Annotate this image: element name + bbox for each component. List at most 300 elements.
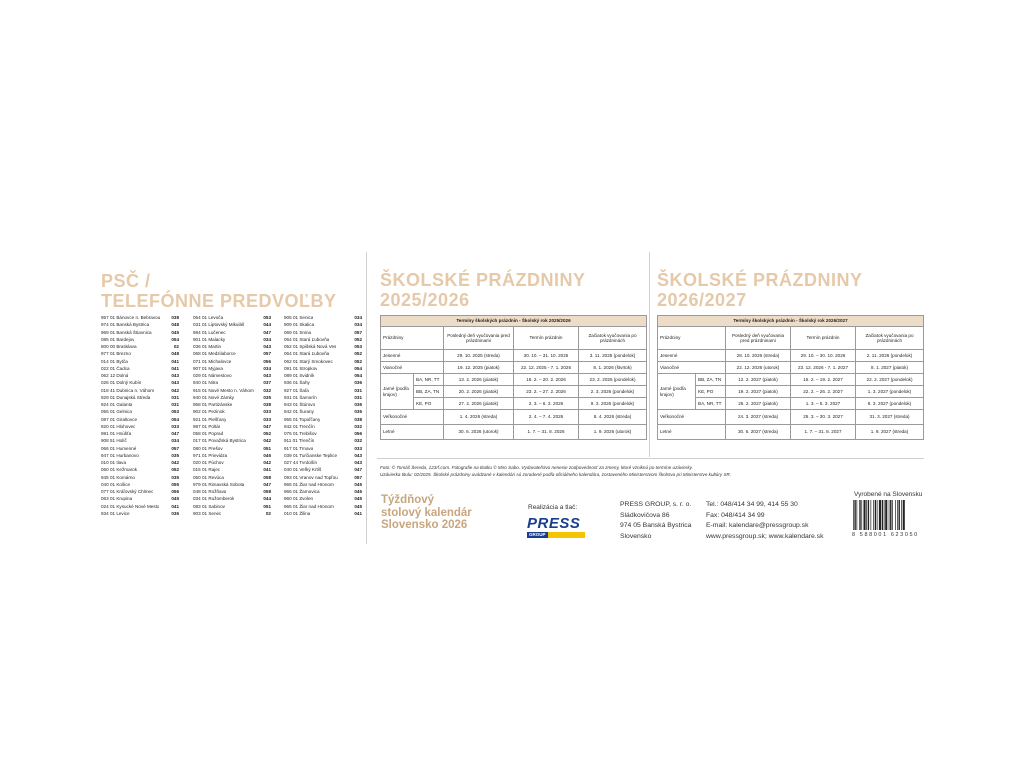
column-divider: [649, 252, 650, 457]
dial-code: 056: [354, 431, 362, 436]
psc-city: 960 01 Zvolen: [284, 496, 314, 502]
psc-row: [284, 314, 362, 321]
psc-city: 942 01 Šurany: [284, 409, 314, 415]
table-cell: 8. 4. 2026 (streda): [579, 410, 647, 425]
psc-city: 058 01 Poprad: [193, 431, 224, 436]
table-cell: 23. 2. – 27. 2. 2026: [514, 386, 579, 398]
table-cell: 1. 9. 2027 (streda): [856, 425, 924, 440]
psc-row: [101, 336, 179, 343]
psc-row: [284, 437, 362, 444]
press-group-logo: [527, 516, 585, 538]
psc-city: 010 01 Ilava: [101, 460, 127, 465]
row-label: Letné: [381, 425, 444, 440]
psc-row: [193, 445, 271, 452]
psc-row: [193, 336, 271, 343]
dial-code: 045: [354, 503, 362, 509]
header-cell: Začiatok vyučovania po prázdninách: [579, 327, 647, 350]
psc-row: [284, 365, 362, 372]
dial-code: 032: [354, 438, 362, 444]
psc-row: [284, 387, 362, 394]
barcode-bar: [873, 500, 874, 530]
psc-city: 917 01 Trnava: [284, 445, 314, 451]
psc-row: [284, 474, 362, 481]
psc-title-line2: TELEFÓNNE PREDVOĽBY: [101, 291, 337, 311]
barcode-bar: [879, 500, 881, 530]
psc-city: 040 01 Veľký Krtíš: [284, 467, 322, 473]
dial-code: 047: [263, 481, 271, 487]
psc-row: [193, 372, 271, 379]
psc-row: [284, 372, 362, 379]
psc-column-1: [101, 314, 179, 517]
dial-code: 036: [354, 380, 362, 386]
psc-row: [101, 495, 179, 502]
dial-code: 042: [263, 460, 271, 465]
psc-row: [101, 408, 179, 415]
psc-row: [101, 488, 179, 495]
table-cell: 30. 10. – 31. 10. 2025: [514, 350, 579, 362]
psc-city: 031 01 Liptovský Mikuláš: [193, 322, 245, 328]
psc-city: 940 01 Nové Zámky: [193, 394, 235, 400]
psc-city: 063 01 Krupina: [101, 496, 133, 502]
psc-row: [101, 329, 179, 336]
dial-code: 043: [354, 460, 362, 465]
psc-row: [101, 314, 179, 321]
psc-city: 907 01 Myjava: [193, 365, 223, 371]
dial-code: 057: [171, 445, 179, 451]
psc-city: 083 01 Sabinov: [193, 503, 225, 509]
made-in-label: Vyrobené na Slovensku: [854, 491, 923, 498]
dial-code: 031: [171, 402, 179, 407]
dial-code: 048: [171, 322, 179, 328]
psc-city: 020 01 Púchov: [193, 460, 224, 465]
dial-code: 034: [354, 322, 362, 328]
psc-city: 062 12 Dolná: [101, 373, 129, 378]
dial-code: 035: [171, 474, 179, 480]
psc-row: [193, 495, 271, 502]
header-cell: Prázdniny: [658, 327, 726, 350]
table-cell: 22. 12. 2025 - 7. 1. 2026: [514, 362, 579, 374]
table-cell: 12. 2. 2027 (piatok): [726, 374, 791, 386]
psc-row: [284, 379, 362, 386]
region-cell: BB, ZA, TN: [414, 386, 444, 398]
school-holidays-2026-table: [657, 315, 924, 440]
psc-row: [193, 459, 271, 466]
dial-code: 052: [354, 336, 362, 342]
psc-row: [101, 510, 179, 517]
psc-city: 015 01 Rajec: [193, 467, 221, 473]
dial-code: 045: [171, 329, 179, 335]
printer-label: Realizácia a tlač:: [528, 504, 578, 511]
psc-row: [101, 423, 179, 430]
publisher-address: [620, 500, 691, 542]
school-holidays-2026-title-line2: 2026/2027: [657, 290, 747, 310]
psc-city: 902 01 Pezinok: [193, 409, 225, 415]
psc-city: 905 01 Senica: [284, 315, 314, 320]
dial-code: 044: [263, 496, 271, 502]
barcode-bar: [903, 500, 905, 530]
dial-code: 041: [171, 358, 179, 364]
row-label: Jesenné: [381, 350, 444, 362]
psc-row: [193, 387, 271, 394]
dial-code: 037: [263, 380, 271, 386]
barcode-bar: [889, 500, 890, 530]
psc-row: [101, 452, 179, 459]
table-cell: 1. 3. 2027 (pondelok): [856, 386, 924, 398]
psc-row: [193, 314, 271, 321]
psc-city: 958 01 Partizánske: [193, 402, 233, 407]
psc-row: [284, 401, 362, 408]
table-cell: 13. 2. 2026 (piatok): [444, 374, 514, 386]
psc-title: [101, 271, 337, 311]
dial-code: 058: [263, 489, 271, 494]
table-caption: Termíny školských prázdnin - Školský rok 2025/2026: [381, 316, 647, 327]
dial-code: 034: [263, 365, 271, 371]
psc-row: [193, 329, 271, 336]
dial-code: 056: [263, 358, 271, 364]
psc-city: 908 51 Holíč: [101, 438, 127, 444]
table-cell: 30. 6. 2027 (streda): [726, 425, 791, 440]
dial-code: 036: [171, 510, 179, 516]
contact-phone: Tel.: 048/414 34 99, 414 55 30: [706, 501, 798, 508]
psc-city: 974 01 Banská Bystrica: [101, 322, 150, 328]
header-cell: Začiatok vyučovania po prázdninách: [856, 327, 924, 350]
psc-city: 062 01 Starý Smokovec: [284, 358, 333, 364]
psc-row: [101, 437, 179, 444]
psc-row: [193, 401, 271, 408]
psc-city: 091 01 Stropkov: [284, 365, 318, 371]
barcode-bar: [890, 500, 891, 530]
barcode-bar: [853, 500, 854, 530]
psc-city: 050 01 Revúca: [193, 474, 224, 480]
psc-row: [101, 503, 179, 510]
region-cell: BB, ZA, TN: [696, 374, 726, 386]
psc-row: [193, 358, 271, 365]
psc-row: [193, 488, 271, 495]
psc-row: [193, 379, 271, 386]
psc-city: 017 01 Považská Bystrica: [193, 438, 246, 444]
table-cell: 20. 2. 2026 (piatok): [444, 386, 514, 398]
dial-code: 042: [263, 438, 271, 444]
psc-city: 969 01 Banská Štiavnica: [101, 329, 152, 335]
psc-city: 052 01 Spišská Nová Ves: [284, 344, 337, 349]
psc-row: [193, 321, 271, 328]
dial-code: 047: [263, 423, 271, 429]
region-cell: BA, NR, TT: [696, 398, 726, 410]
credits-line: Foto: © Tomáš Šereda, 123rf.com. Fotografie na titulku © Miro Sabo. Vydavateľstvo nenesie zodpovednosť za zmeny, ktoré vzniknú po termíne uzávierky.: [380, 465, 693, 470]
psc-row: [101, 350, 179, 357]
table-cell: 2. 11. 2026 (pondelok): [856, 350, 924, 362]
press-logo-stripe: [548, 532, 585, 538]
psc-row: [284, 430, 362, 437]
dial-code: 053: [354, 344, 362, 349]
dial-code: 043: [171, 380, 179, 386]
psc-city: 945 01 Komárno: [101, 474, 135, 480]
dial-code: 041: [263, 467, 271, 473]
psc-city: 040 01 Košice: [101, 481, 131, 487]
credits-notes: [380, 464, 900, 478]
psc-row: [284, 503, 362, 510]
psc-city: 029 01 Námestovo: [193, 373, 232, 378]
table-cell: 22. 2. 2027 (pondelok): [856, 374, 924, 386]
row-label: Vianočné: [381, 362, 444, 374]
psc-row: [101, 321, 179, 328]
psc-city: 036 01 Martin: [193, 344, 222, 349]
table-cell: 19. 12. 2025 (piatok): [444, 362, 514, 374]
dial-code: 051: [263, 445, 271, 451]
dial-code: 058: [263, 474, 271, 480]
section-divider: [377, 458, 924, 459]
psc-row: [284, 423, 362, 430]
dial-code: 045: [354, 481, 362, 487]
barcode-bar: [871, 500, 872, 530]
barcode-bar: [859, 500, 860, 530]
table-cell: 1. 3. – 5. 3. 2027: [791, 398, 856, 410]
table-cell: 15. 2. – 19. 2. 2027: [791, 374, 856, 386]
dial-code: 046: [263, 452, 271, 458]
dial-code: 053: [171, 409, 179, 415]
header-cell: Termín prázdnin: [791, 327, 856, 350]
dial-code: 057: [354, 329, 362, 335]
psc-column-3: [284, 314, 362, 517]
psc-city: 068 01 Medzilaborce: [193, 351, 236, 357]
psc-row: [284, 445, 362, 452]
barcode-bar: [866, 500, 867, 530]
psc-row: [193, 350, 271, 357]
psc-title-line1: PSČ /: [101, 271, 151, 291]
psc-city: 071 01 Michalovce: [193, 358, 232, 364]
publisher-contact: [706, 500, 823, 542]
contact-web: www.pressgroup.sk; www.kalendare.sk: [706, 532, 824, 540]
psc-row: [193, 343, 271, 350]
press-logo-group: GROUP: [529, 532, 546, 537]
contact-fax: Fax: 048/414 34 99: [706, 511, 765, 519]
school-holidays-2026-title-line1: ŠKOLSKÉ PRÁZDNINY: [657, 270, 863, 290]
school-holidays-2025-title-line2: 2025/2026: [380, 290, 470, 310]
psc-city: 940 01 Nitra: [193, 380, 219, 386]
psc-row: [284, 394, 362, 401]
dial-code: 038: [171, 315, 179, 320]
psc-row: [284, 495, 362, 502]
product-title: [381, 494, 472, 532]
press-logo-bar: [527, 532, 585, 538]
table-cell: 9. 3. 2026 (pondelok): [579, 398, 647, 410]
dial-code: 042: [171, 460, 179, 465]
barcode-bar: [854, 500, 855, 530]
dial-code: 036: [354, 402, 362, 407]
table-cell: 1. 7. – 31. 8. 2026: [514, 425, 579, 440]
dial-code: 052: [263, 431, 271, 436]
dial-code: 032: [263, 387, 271, 393]
psc-row: [101, 445, 179, 452]
psc-city: 911 01 Trenčín: [284, 438, 315, 444]
barcode-bar: [901, 500, 902, 530]
psc-row: [284, 452, 362, 459]
psc-city: 947 01 Hurbanovo: [101, 452, 139, 458]
dial-code: 045: [354, 489, 362, 494]
psc-city: 018 41 Dubnica n. Váhom: [101, 387, 155, 393]
psc-row: [193, 416, 271, 423]
psc-city: 943 01 Štúrovo: [284, 402, 316, 407]
school-holidays-2026-title: [657, 270, 863, 310]
dial-code: 034: [263, 336, 271, 342]
psc-row: [284, 343, 362, 350]
dial-code: 034: [354, 315, 362, 320]
dial-code: 047: [171, 431, 179, 436]
psc-city: 921 01 Piešťany: [193, 416, 227, 422]
table-cell: 1. 4. 2026 (streda): [444, 410, 514, 425]
dial-code: 057: [354, 474, 362, 480]
dial-code: 031: [171, 394, 179, 400]
dial-code: 052: [354, 351, 362, 357]
psc-city: 903 01 Senec: [193, 510, 222, 516]
address-line: PRESS GROUP, s. r. o.: [620, 501, 692, 508]
row-label: Veľkonočné: [381, 410, 444, 425]
table-cell: 25. 3. – 30. 3. 2027: [791, 410, 856, 425]
psc-city: 064 01 Stará Ľubovňa: [284, 351, 330, 357]
psc-row: [193, 510, 271, 517]
table-cell: 29. 10. – 30. 10. 2026: [791, 350, 856, 362]
psc-city: 027 44 Tvrdošín: [284, 460, 318, 465]
region-cell: BA, NR, TT: [414, 374, 444, 386]
table-cell: 26. 2. 2027 (piatok): [726, 398, 791, 410]
dial-code: 034: [171, 438, 179, 444]
psc-row: [101, 343, 179, 350]
psc-city: 955 01 Topoľčany: [284, 416, 321, 422]
barcode-bar: [864, 500, 866, 530]
psc-city: 942 01 Trenčín: [284, 423, 315, 429]
table-cell: 22. 2. – 26. 2. 2027: [791, 386, 856, 398]
dial-code: 054: [354, 373, 362, 378]
psc-row: [101, 459, 179, 466]
psc-city: 957 01 Bánovce n. Bebravou: [101, 315, 161, 320]
psc-row: [193, 437, 271, 444]
psc-city: 915 01 Nové Mesto n. Váhom: [193, 387, 254, 393]
psc-row: [284, 510, 362, 517]
psc-city: 936 01 Šahy: [284, 380, 310, 386]
psc-row: [284, 481, 362, 488]
table-cell: 31. 3. 2027 (streda): [856, 410, 924, 425]
psc-city: 026 01 Dolný Kubín: [101, 380, 142, 386]
row-label: Jarné (podľa krajov): [381, 374, 414, 410]
barcode-bar: [882, 500, 883, 530]
psc-city: 979 01 Rimavská Sobota: [193, 481, 245, 487]
dial-code: 044: [263, 322, 271, 328]
psc-row: [101, 474, 179, 481]
psc-city: 981 01 Hnúšťa: [101, 431, 132, 436]
dial-code: 031: [354, 387, 362, 393]
table-cell: 22. 12. 2026 (utorok): [726, 362, 791, 374]
psc-row: [284, 416, 362, 423]
row-label: Veľkonočné: [658, 410, 726, 425]
school-holidays-2025-title-line1: ŠKOLSKÉ PRÁZDNINY: [380, 270, 586, 290]
psc-row: [284, 408, 362, 415]
psc-row: [284, 336, 362, 343]
dial-code: 045: [354, 496, 362, 502]
dial-code: 031: [354, 394, 362, 400]
psc-row: [284, 358, 362, 365]
header-cell: Prázdniny: [381, 327, 444, 350]
table-cell: 27. 2. 2026 (piatok): [444, 398, 514, 410]
table-cell: 23. 2. 2026 (pondelok): [579, 374, 647, 386]
psc-city: 087 01 Giraltovce: [101, 416, 138, 422]
psc-city: 965 01 Žiar nad Hronom: [284, 481, 334, 487]
dial-code: 033: [263, 409, 271, 415]
table-cell: 8. 3. 2027 (pondelok): [856, 398, 924, 410]
psc-city: 977 01 Brezno: [101, 351, 131, 357]
psc-row: [193, 430, 271, 437]
psc-row: [193, 481, 271, 488]
psc-city: 014 01 Bytča: [101, 358, 128, 364]
product-title-line: Týždňový: [381, 494, 435, 506]
dial-code: 033: [263, 416, 271, 422]
psc-city: 039 01 Turčianske Teplice: [284, 452, 338, 458]
psc-row: [284, 459, 362, 466]
psc-city: 927 01 Šaľa: [284, 387, 309, 393]
dial-code: 054: [171, 336, 179, 342]
product-title-line: Slovensko 2026: [381, 519, 468, 531]
table-caption: Termíny školských prázdnin - Školský rok 2026/2027: [658, 316, 924, 327]
psc-city: 010 01 Žilina: [284, 510, 311, 516]
barcode-bar: [857, 500, 858, 530]
header-cell: Posledný deň vyučovania pred prázdninami: [444, 327, 514, 350]
psc-city: 066 01 Humenné: [101, 445, 137, 451]
psc-city: 048 01 Rožňava: [193, 489, 227, 494]
barcode-bar: [895, 500, 896, 530]
psc-city: 966 01 Žarnovica: [284, 489, 320, 494]
psc-city: 024 01 Kysucké Nové Mesto: [101, 503, 160, 509]
psc-row: [193, 452, 271, 459]
table-cell: 19. 2. 2027 (piatok): [726, 386, 791, 398]
psc-city: 077 01 Kráľovský Chlmec: [101, 489, 154, 494]
row-label: Letné: [658, 425, 726, 440]
region-cell: KE, PO: [414, 398, 444, 410]
table-cell: 29. 10. 2025 (streda): [444, 350, 514, 362]
credits-line: Uzávierka titulu: 02/2025. Školské prázdniny uvádzané v kalendári sú zoradené podľa oficiálneho kalendára, zostaveného Ministerstvom školstva pri Ministerstve kultúry SR.: [380, 472, 732, 477]
psc-city: 909 01 Skalica: [284, 322, 315, 328]
psc-column-2: [193, 314, 271, 517]
table-cell: 3. 11. 2025 (pondelok): [579, 350, 647, 362]
dial-code: 033: [354, 445, 362, 451]
press-logo-word: PRESS: [527, 515, 581, 532]
barcode-bar: [875, 500, 876, 530]
psc-city: 901 01 Malacky: [193, 336, 226, 342]
dial-code: 047: [354, 467, 362, 473]
psc-city: 080 01 Prešov: [193, 445, 223, 451]
table-cell: 2. 4. – 7. 4. 2026: [514, 410, 579, 425]
psc-city: 069 01 Snina: [284, 329, 312, 335]
psc-row: [101, 365, 179, 372]
psc-city: 920 01 Hlohovec: [101, 423, 136, 429]
psc-city: 984 01 Lučenec: [193, 329, 226, 335]
table-cell: 16. 2. – 20. 2. 2026: [514, 374, 579, 386]
psc-row: [101, 379, 179, 386]
psc-row: [193, 394, 271, 401]
psc-row: [193, 474, 271, 481]
dial-code: 048: [171, 351, 179, 357]
psc-city: 054 01 Levoča: [193, 315, 224, 320]
address-line: 974 05 Banská Bystrica: [620, 522, 692, 529]
barcode-bar: [892, 500, 893, 530]
barcode-bar: [861, 500, 862, 530]
dial-code: 038: [263, 402, 271, 407]
psc-row: [193, 423, 271, 430]
column-divider: [366, 252, 367, 544]
psc-city: 093 01 Vranov nad Topľou: [284, 474, 338, 480]
table-cell: 2. 3. – 6. 3. 2026: [514, 398, 579, 410]
barcode-bar: [884, 500, 885, 530]
psc-city: 022 01 Čadca: [101, 365, 130, 371]
row-label: Jarné (podľa krajov): [658, 374, 696, 410]
